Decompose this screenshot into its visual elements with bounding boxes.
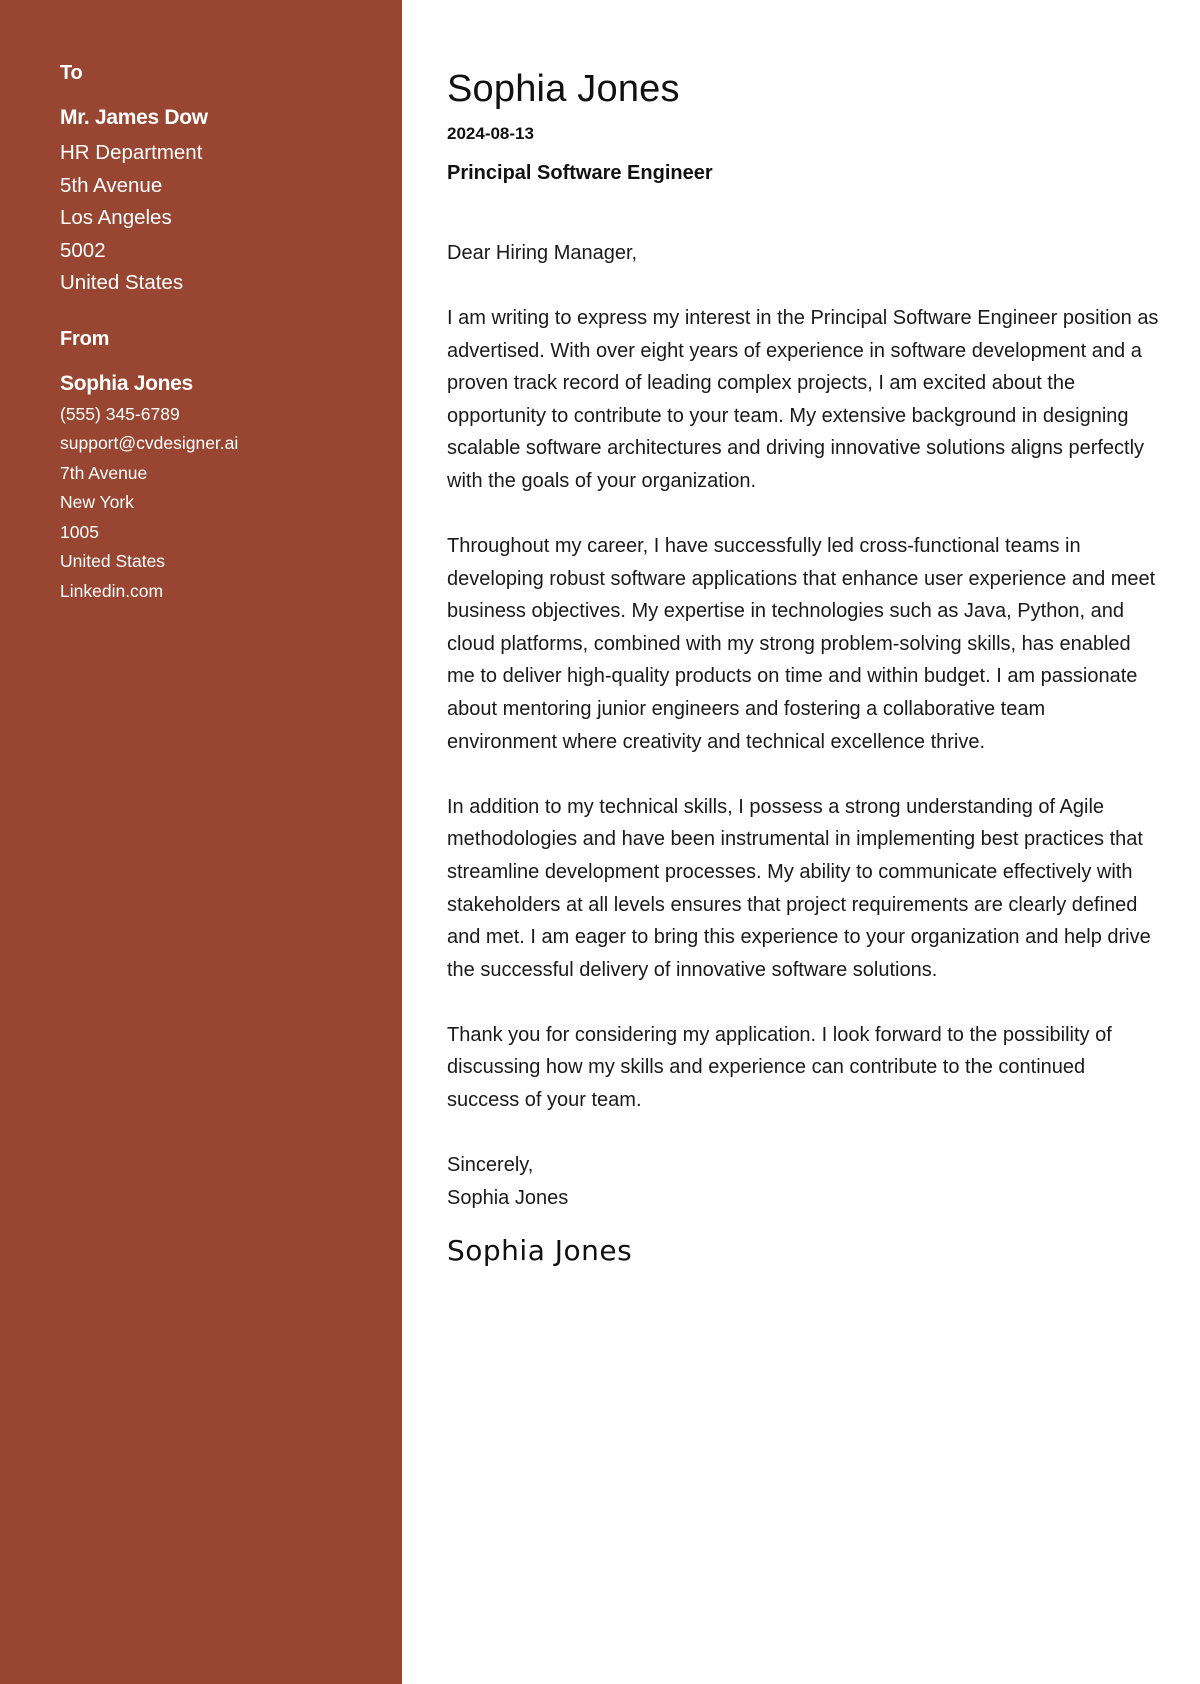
- salutation: Dear Hiring Manager,: [447, 242, 638, 264]
- sender-heading: From: [60, 327, 110, 350]
- letter-author-name: Sophia Jones: [447, 68, 680, 110]
- closing-name: Sophia Jones: [447, 1186, 569, 1209]
- sender-country: United States: [60, 551, 166, 571]
- sender-phone: (555) 345-6789: [60, 403, 180, 424]
- recipient-country: United States: [60, 271, 184, 294]
- recipient-heading: To: [60, 62, 83, 84]
- closing-block: [447, 1149, 1160, 1214]
- letter-body: [402, 0, 1200, 1684]
- sender-zip: 1005: [60, 521, 99, 542]
- recipient-department: HR Department: [60, 141, 203, 164]
- job-title: Principal Software Engineer: [447, 162, 713, 184]
- closing-phrase: Sincerely,: [447, 1154, 534, 1177]
- sender-website: Linkedin.com: [60, 580, 164, 601]
- paragraph-3: In addition to my technical skills, I possess a strong understanding of Agile methodologies and have been instrumental in implementing best practices that streamline development processes. My ability to communicate effectively with stakeholders at all levels ensures that project requirements are clearly defined and met. I am eager to bring this experience to your organization and help drive the successful delivery of innovative software solutions.: [447, 795, 1151, 981]
- sender-name: Sophia Jones: [60, 371, 193, 395]
- sender-block: [60, 328, 402, 607]
- signature: Sophia Jones: [447, 1234, 633, 1268]
- sender-city: New York: [60, 492, 134, 512]
- recipient-name: Mr. James Dow: [60, 106, 208, 129]
- paragraph-1: I am writing to express my interest in the Principal Software Engineer position as advertised. With over eight years of experience in software development and a proven track record of leading complex projects, I am excited about the opportunity to contribute to your team. My extensive background in designing scalable software architectures and driving innovative solutions aligns perfectly with the goals of your organization.: [447, 307, 1159, 492]
- recipient-street: 5th Avenue: [60, 173, 163, 197]
- recipient-city: Los Angeles: [60, 206, 172, 229]
- sidebar: [0, 0, 402, 1684]
- paragraph-4: Thank you for considering my application. I look forward to the possibility of discussing how my skills and experience can contribute to the continued success of your team.: [447, 1023, 1112, 1111]
- paragraph-2: Throughout my career, I have successfully led cross-functional teams in developing robust software applications that enhance user experience and meet business objectives. My expertise in technologies such as Java, Python, and cloud platforms, combined with my strong problem-solving skills, has enabled me to deliver high-quality products on time and within budget. I am passionate about mentoring junior engineers and fostering a collaborative team environment where creativity and technical excellence thrive.: [447, 535, 1156, 753]
- letter-date: 2024-08-13: [447, 124, 534, 143]
- recipient-block: [60, 62, 402, 300]
- sender-email: support@cvdesigner.ai: [60, 433, 239, 453]
- sender-street: 7th Avenue: [60, 462, 148, 483]
- recipient-zip: 5002: [60, 238, 106, 262]
